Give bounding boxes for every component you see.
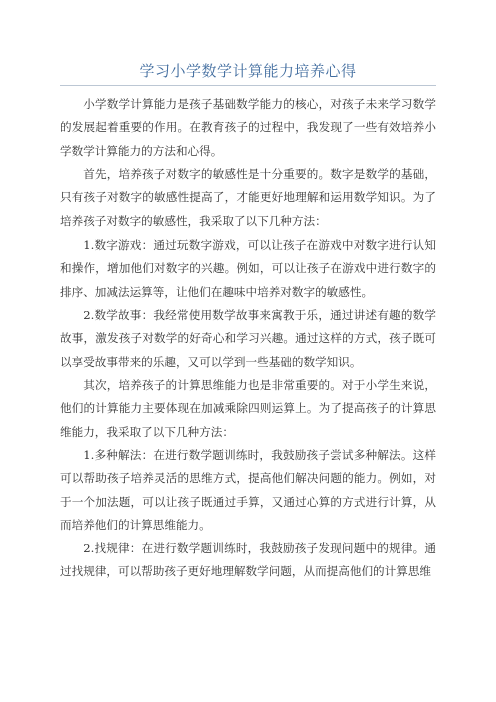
paragraph-math-stories: 2.数学故事：我经常使用数学故事来寓教于乐，通过讲述有趣的数学故事，激发孩子对数学的好奇心和学习兴趣。通过这样的方式，孩子既可以享受故事带来的乐趣，又可以学到一些基础的数学知识。 <box>60 308 436 369</box>
document-title: 学习小学数学计算能力培养心得 <box>139 62 357 80</box>
paragraph-multiple-solutions: 1.多种解法：在进行数学题训练时，我鼓励孩子尝试多种解法。这样可以帮助孩子培养灵活的思维方式，提高他们解决问题的能力。例如，对于一个加法题，可以让孩子既通过手算，又通过心算的方式进行计算，从而培养他们的计算思维能力。 <box>60 448 436 533</box>
paragraph-number-sensitivity: 首先，培养孩子对数字的敏感性是十分重要的。数字是数学的基础，只有孩子对数字的敏感性提高了，才能更好地理解和运用数学知识。为了培养孩子对数字的敏感性，我采取了以下几种方法： <box>60 167 436 228</box>
paragraph-calculation-thinking: 其次，培养孩子的计算思维能力也是非常重要的。对于小学生来说，他们的计算能力主要体现在加减乘除四则运算上。为了提高孩子的计算思维能力，我采取了以下几种方法： <box>60 378 436 439</box>
title-underline <box>60 85 436 86</box>
paragraph-number-games: 1.数字游戏：通过玩数字游戏，可以让孩子在游戏中对数字进行认知和操作，增加他们对数字的兴趣。例如，可以让孩子在游戏中进行数字的排序、加减法运算等，让他们在趣味中培养对数字的敏感性。 <box>60 238 436 299</box>
paragraph-intro: 小学数学计算能力是孩子基础数学能力的核心，对孩子未来学习数学的发展起着重要的作用。在教育孩子的过程中，我发现了一些有效培养小学数学计算能力的方法和心得。 <box>60 97 436 158</box>
paragraph-find-patterns: 2.找规律：在进行数学题训练时，我鼓励孩子发现问题中的规律。通过找规律，可以帮助孩子更好地理解数学问题，从而提高他们的计算思维 <box>60 541 436 579</box>
